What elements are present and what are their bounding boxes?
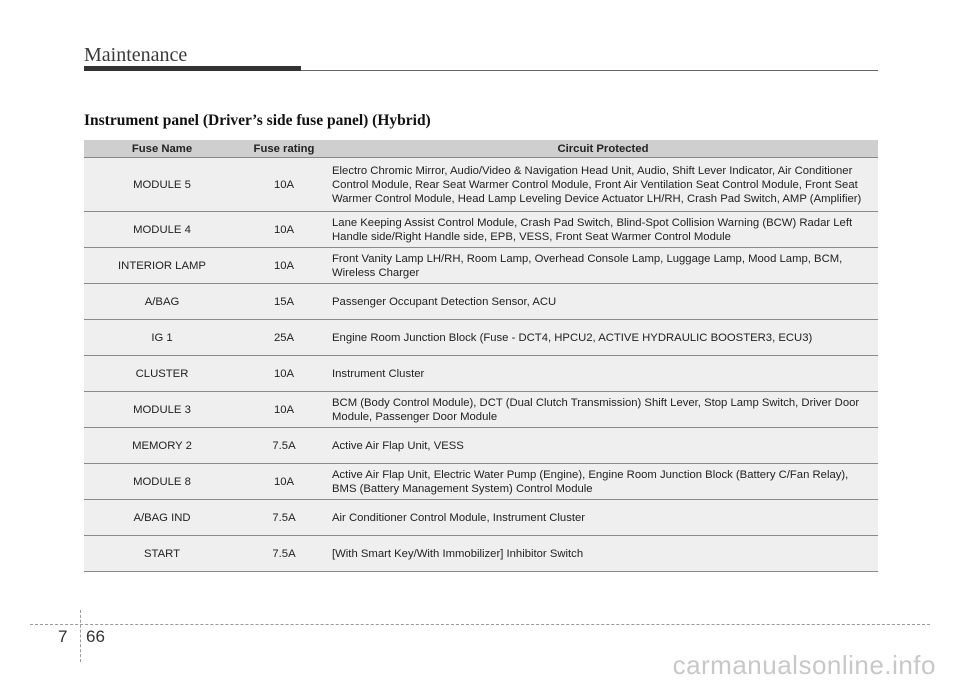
fuse-name-cell: MODULE 8 <box>84 464 240 500</box>
header-rule-thick <box>84 66 301 71</box>
fuse-name-cell: MODULE 5 <box>84 158 240 212</box>
table-row <box>84 248 878 284</box>
circuit-protected-cell: Lane Keeping Assist Control Module, Crash Pad Switch, Blind-Spot Collision Warning (BCW) Radar Left Handle side/Right Handle side, EPB, VESS, Front Seat Warmer Control Module <box>328 212 878 248</box>
column-header-fuse-name: Fuse Name <box>84 140 240 158</box>
table-row <box>84 320 878 356</box>
table-row <box>84 500 878 536</box>
circuit-protected-cell: Active Air Flap Unit, VESS <box>328 428 878 464</box>
footer-page-number: 66 <box>86 627 105 646</box>
footer-chapter-number: 7 <box>58 627 68 646</box>
fuse-rating-cell: 7.5A <box>240 536 328 572</box>
circuit-protected-cell: [With Smart Key/With Immobilizer] Inhibitor Switch <box>328 536 878 572</box>
circuit-protected-cell: Engine Room Junction Block (Fuse - DCT4, HPCU2, ACTIVE HYDRAULIC BOOSTER3, ECU3) <box>328 320 878 356</box>
footer-divider-vertical <box>80 610 81 662</box>
table-row <box>84 212 878 248</box>
fuse-name-cell: START <box>84 536 240 572</box>
fuse-rating-cell: 7.5A <box>240 428 328 464</box>
fuse-table <box>84 140 878 572</box>
table-row <box>84 428 878 464</box>
fuse-rating-cell: 25A <box>240 320 328 356</box>
fuse-rating-cell: 10A <box>240 392 328 428</box>
table-row <box>84 392 878 428</box>
circuit-protected-cell: Air Conditioner Control Module, Instrument Cluster <box>328 500 878 536</box>
fuse-name-cell: CLUSTER <box>84 356 240 392</box>
fuse-rating-cell: 10A <box>240 158 328 212</box>
fuse-name-cell: MODULE 3 <box>84 392 240 428</box>
fuse-name-cell: MODULE 4 <box>84 212 240 248</box>
watermark-text: carmanualsonline.info <box>672 650 936 680</box>
fuse-rating-cell: 10A <box>240 212 328 248</box>
fuse-rating-cell: 10A <box>240 464 328 500</box>
circuit-protected-cell: BCM (Body Control Module), DCT (Dual Clutch Transmission) Shift Lever, Stop Lamp Switch, Driver Door Module, Passenger Door Module <box>328 392 878 428</box>
header-rule-thin <box>301 70 878 71</box>
circuit-protected-cell: Front Vanity Lamp LH/RH, Room Lamp, Overhead Console Lamp, Luggage Lamp, Mood Lamp, BCM, Wireless Charger <box>328 248 878 284</box>
table-row <box>84 284 878 320</box>
table-row <box>84 158 878 212</box>
circuit-protected-cell: Instrument Cluster <box>328 356 878 392</box>
fuse-name-cell: INTERIOR LAMP <box>84 248 240 284</box>
column-header-circuit-protected: Circuit Protected <box>328 140 878 158</box>
circuit-protected-cell: Passenger Occupant Detection Sensor, ACU <box>328 284 878 320</box>
fuse-name-cell: MEMORY 2 <box>84 428 240 464</box>
table-header-row <box>84 140 878 158</box>
circuit-protected-cell: Electro Chromic Mirror, Audio/Video & Navigation Head Unit, Audio, Shift Lever Indicator, Air Conditioner Control Module, Rear Seat Warmer Control Module, Front Air Ventilation Seat Control Module, Front Seat Warmer Control Module, Head Lamp Leveling Device Actuator LH/RH, Crash Pad Switch, AMP (Amplifier) <box>328 158 878 212</box>
fuse-name-cell: IG 1 <box>84 320 240 356</box>
table-row <box>84 464 878 500</box>
table-row <box>84 536 878 572</box>
fuse-rating-cell: 10A <box>240 248 328 284</box>
fuse-rating-cell: 15A <box>240 284 328 320</box>
fuse-name-cell: A/BAG IND <box>84 500 240 536</box>
fuse-rating-cell: 10A <box>240 356 328 392</box>
circuit-protected-cell: Active Air Flap Unit, Electric Water Pump (Engine), Engine Room Junction Block (Battery C/Fan Relay), BMS (Battery Management System) Control Module <box>328 464 878 500</box>
fuse-name-cell: A/BAG <box>84 284 240 320</box>
fuse-rating-cell: 7.5A <box>240 500 328 536</box>
section-title: Instrument panel (Driver’s side fuse panel) (Hybrid) <box>84 112 431 129</box>
page-header-title: Maintenance <box>84 44 188 66</box>
footer-divider-horizontal <box>30 624 930 625</box>
table-row <box>84 356 878 392</box>
column-header-fuse-rating: Fuse rating <box>240 140 328 158</box>
